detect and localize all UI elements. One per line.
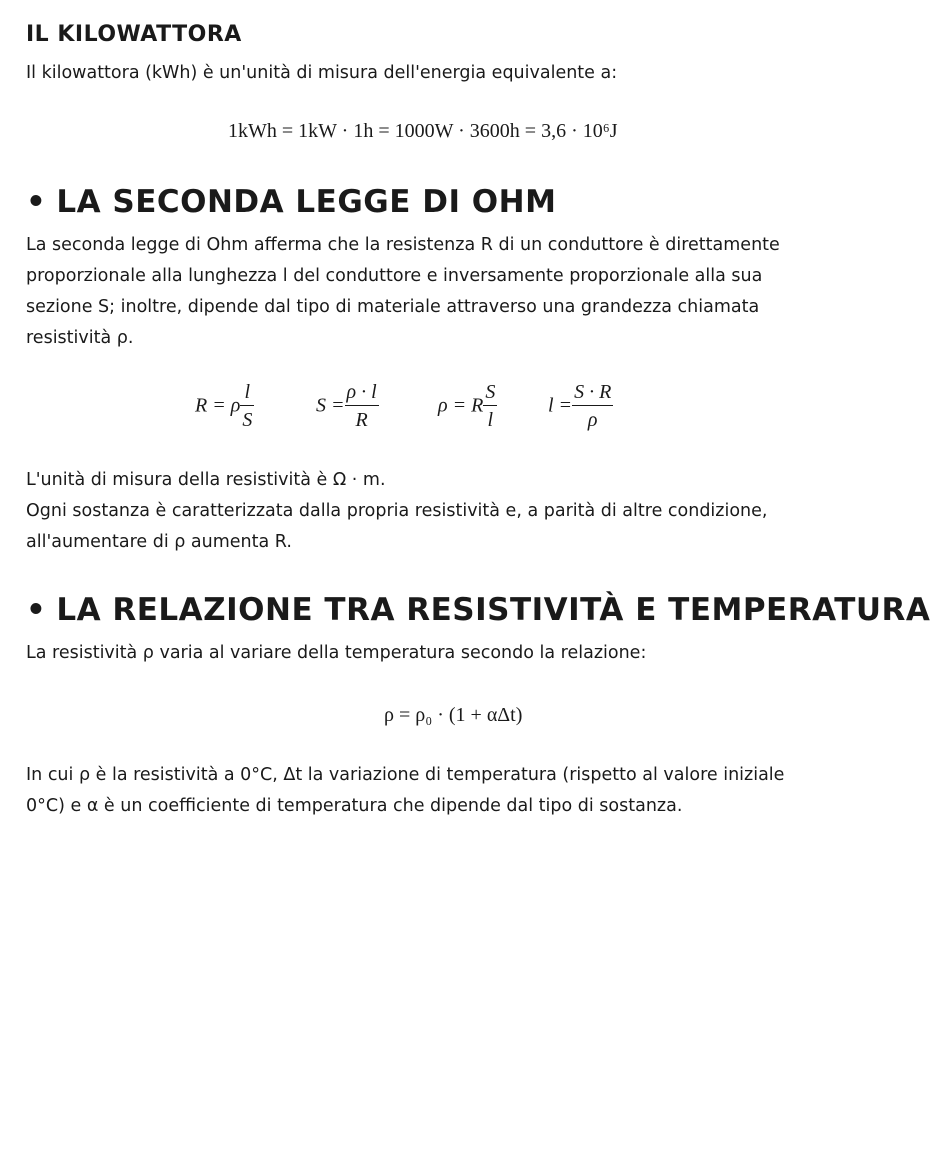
fraction-denominator: S [242,409,253,431]
temperature-section-heading [26,592,930,628]
ohm-bullet: • [26,184,47,220]
formula-resistance [195,380,254,432]
ohm-text: La seconda legge di Ohm afferma che la resistenza R di un conduttore è direttamente proporzionale alla lunghezza l del conduttore e inversamente proporzionale alla sua sezione S; inoltre, dipende dal tipo di materiale attraverso una grandezza chiamata resistività ρ. [26,235,780,348]
formula-fraction [345,380,379,432]
substance-text: Ogni sostanza è caratterizzata dalla propria resistività e, a parità di altre condizione, all'aumentare di ρ aumenta R. [26,501,768,552]
temperature-equation: ρ = ρ₀ · (1 + αΔt) [384,704,523,726]
formula-fraction [240,380,254,432]
temperature-bullet: • [26,592,47,628]
fraction-numerator: ρ · l [345,380,379,406]
formula-fraction [483,380,497,432]
fraction-numerator: S [483,380,497,406]
ohm-section-heading [26,184,556,220]
fraction-denominator: l [487,409,494,431]
temperature-title: LA RELAZIONE TRA RESISTIVITÀ E TEMPERATURA [56,592,930,628]
fraction-denominator: ρ [587,409,598,431]
formula-lhs: S = [316,394,345,417]
formula-lhs: l = [548,394,573,417]
formula-resistivity [438,380,497,432]
temperature-explanation: In cui ρ è la resistività a 0°C, Δt la variazione di temperatura (rispetto al valore iniziale 0°C) e α è un coefficiente di temperatura che dipende dal tipo di sostanza. [26,765,785,816]
temperature-text: La resistività ρ varia al variare della temperatura secondo la relazione: [26,643,647,663]
formula-lhs: R = ρ [195,394,241,417]
kilowattora-title: IL KILOWATTORA [26,22,242,47]
formula-length [548,380,613,432]
formula-section [316,380,379,432]
ohm-formulas-row [0,380,828,440]
kilowattora-text: Il kilowattora (kWh) è un'unità di misura dell'energia equivalente a: [26,63,618,83]
formula-fraction [572,380,613,432]
fraction-denominator: R [355,409,368,431]
fraction-numerator: S · R [572,380,613,406]
kilowattora-equation: 1kWh = 1kW · 1h = 1000W · 3600h = 3,6 · 10⁶J [228,120,618,142]
formula-lhs: ρ = R [438,394,484,417]
fraction-numerator: l [240,380,254,406]
resistivity-unit-text: L'unità di misura della resistività è Ω · m. [26,470,386,490]
ohm-title: LA SECONDA LEGGE DI OHM [56,184,557,220]
